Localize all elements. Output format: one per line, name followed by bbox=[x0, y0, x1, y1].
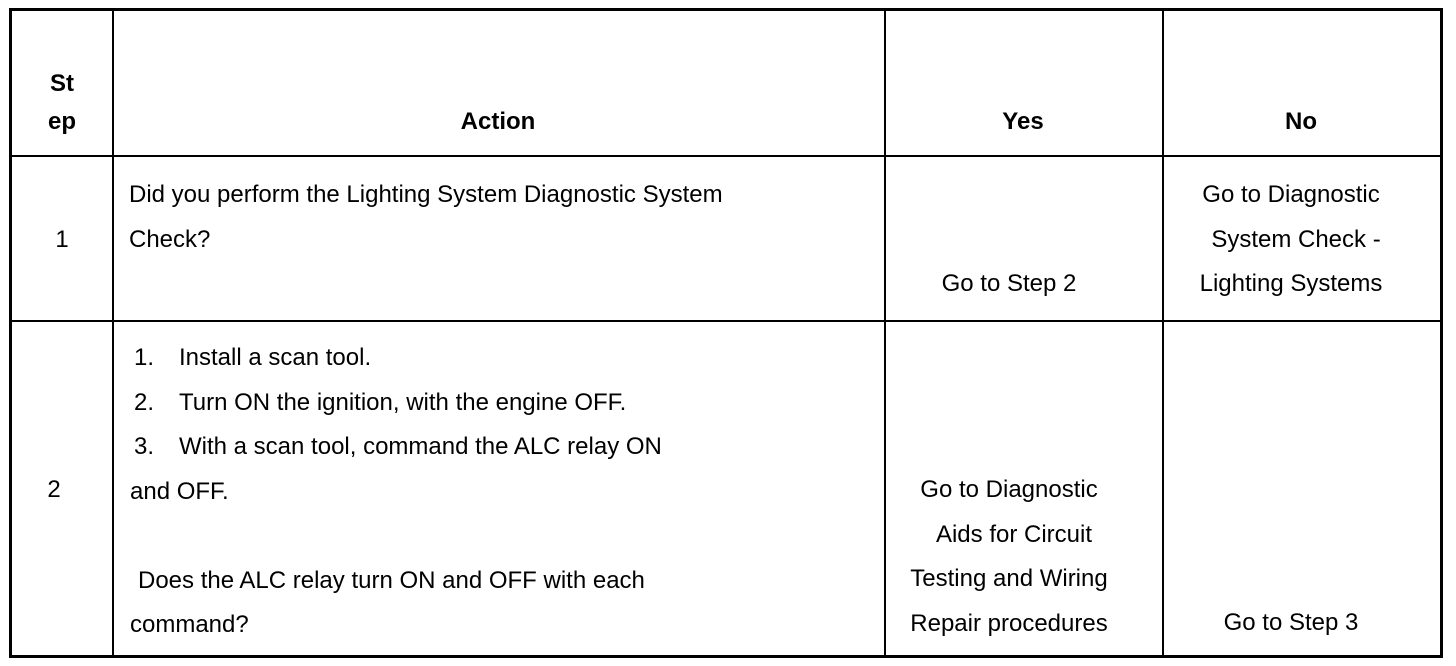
header-yes bbox=[884, 100, 1162, 145]
action-list-item bbox=[130, 425, 870, 470]
header-step-line2: ep bbox=[47, 108, 76, 135]
no-result: Go to Step 3 bbox=[1223, 609, 1359, 636]
diagnostic-table bbox=[9, 8, 1443, 658]
header-step bbox=[12, 65, 112, 141]
row1-action bbox=[129, 173, 869, 262]
list-text: With a scan tool, command the ALC relay ON bbox=[179, 433, 662, 460]
yes-result-line: Repair procedures bbox=[910, 609, 1108, 637]
row2-yes bbox=[884, 468, 1134, 646]
yes-result-line: Aids for Circuit bbox=[935, 520, 1093, 548]
yes-result-line: Go to Diagnostic bbox=[920, 476, 1098, 503]
action-question-line: command? bbox=[130, 611, 249, 638]
header-yes-label: Yes bbox=[1002, 108, 1044, 135]
no-result-line: System Check - bbox=[1211, 225, 1381, 253]
row2-step bbox=[12, 468, 96, 513]
row1-step bbox=[12, 218, 112, 263]
list-number: 3. bbox=[134, 433, 155, 460]
header-action bbox=[112, 100, 884, 145]
action-text-line: Did you perform the Lighting System Diagnostic System bbox=[129, 181, 723, 208]
yes-result: Go to Step 2 bbox=[941, 270, 1077, 297]
action-text-line: Check? bbox=[129, 225, 211, 253]
list-text: Turn ON the ignition, with the engine OFF. bbox=[179, 388, 627, 416]
row1-no bbox=[1162, 173, 1420, 307]
step-number: 1 bbox=[55, 226, 69, 253]
no-result-line: Go to Diagnostic bbox=[1202, 181, 1380, 208]
action-question-line: Does the ALC relay turn ON and OFF with each bbox=[138, 566, 645, 594]
header-action-label: Action bbox=[460, 108, 536, 135]
row-divider bbox=[12, 320, 1440, 322]
blank-line bbox=[130, 514, 870, 559]
action-list-item bbox=[130, 336, 870, 381]
action-text-line: and OFF. bbox=[130, 477, 229, 505]
header-no-label: No bbox=[1285, 108, 1317, 135]
row-divider bbox=[12, 155, 1440, 157]
action-list-item bbox=[130, 381, 870, 426]
row2-action bbox=[130, 336, 870, 648]
no-result-line: Lighting Systems bbox=[1199, 270, 1383, 297]
list-text: Install a scan tool. bbox=[179, 344, 372, 371]
list-number: 2. bbox=[134, 388, 155, 416]
row2-no bbox=[1162, 601, 1420, 646]
header-no bbox=[1162, 100, 1440, 145]
list-number: 1. bbox=[134, 344, 155, 371]
step-number: 2 bbox=[47, 476, 61, 503]
header-step-line1: St bbox=[50, 70, 74, 97]
yes-result-line: Testing and Wiring bbox=[910, 565, 1108, 592]
row1-yes bbox=[884, 262, 1134, 307]
